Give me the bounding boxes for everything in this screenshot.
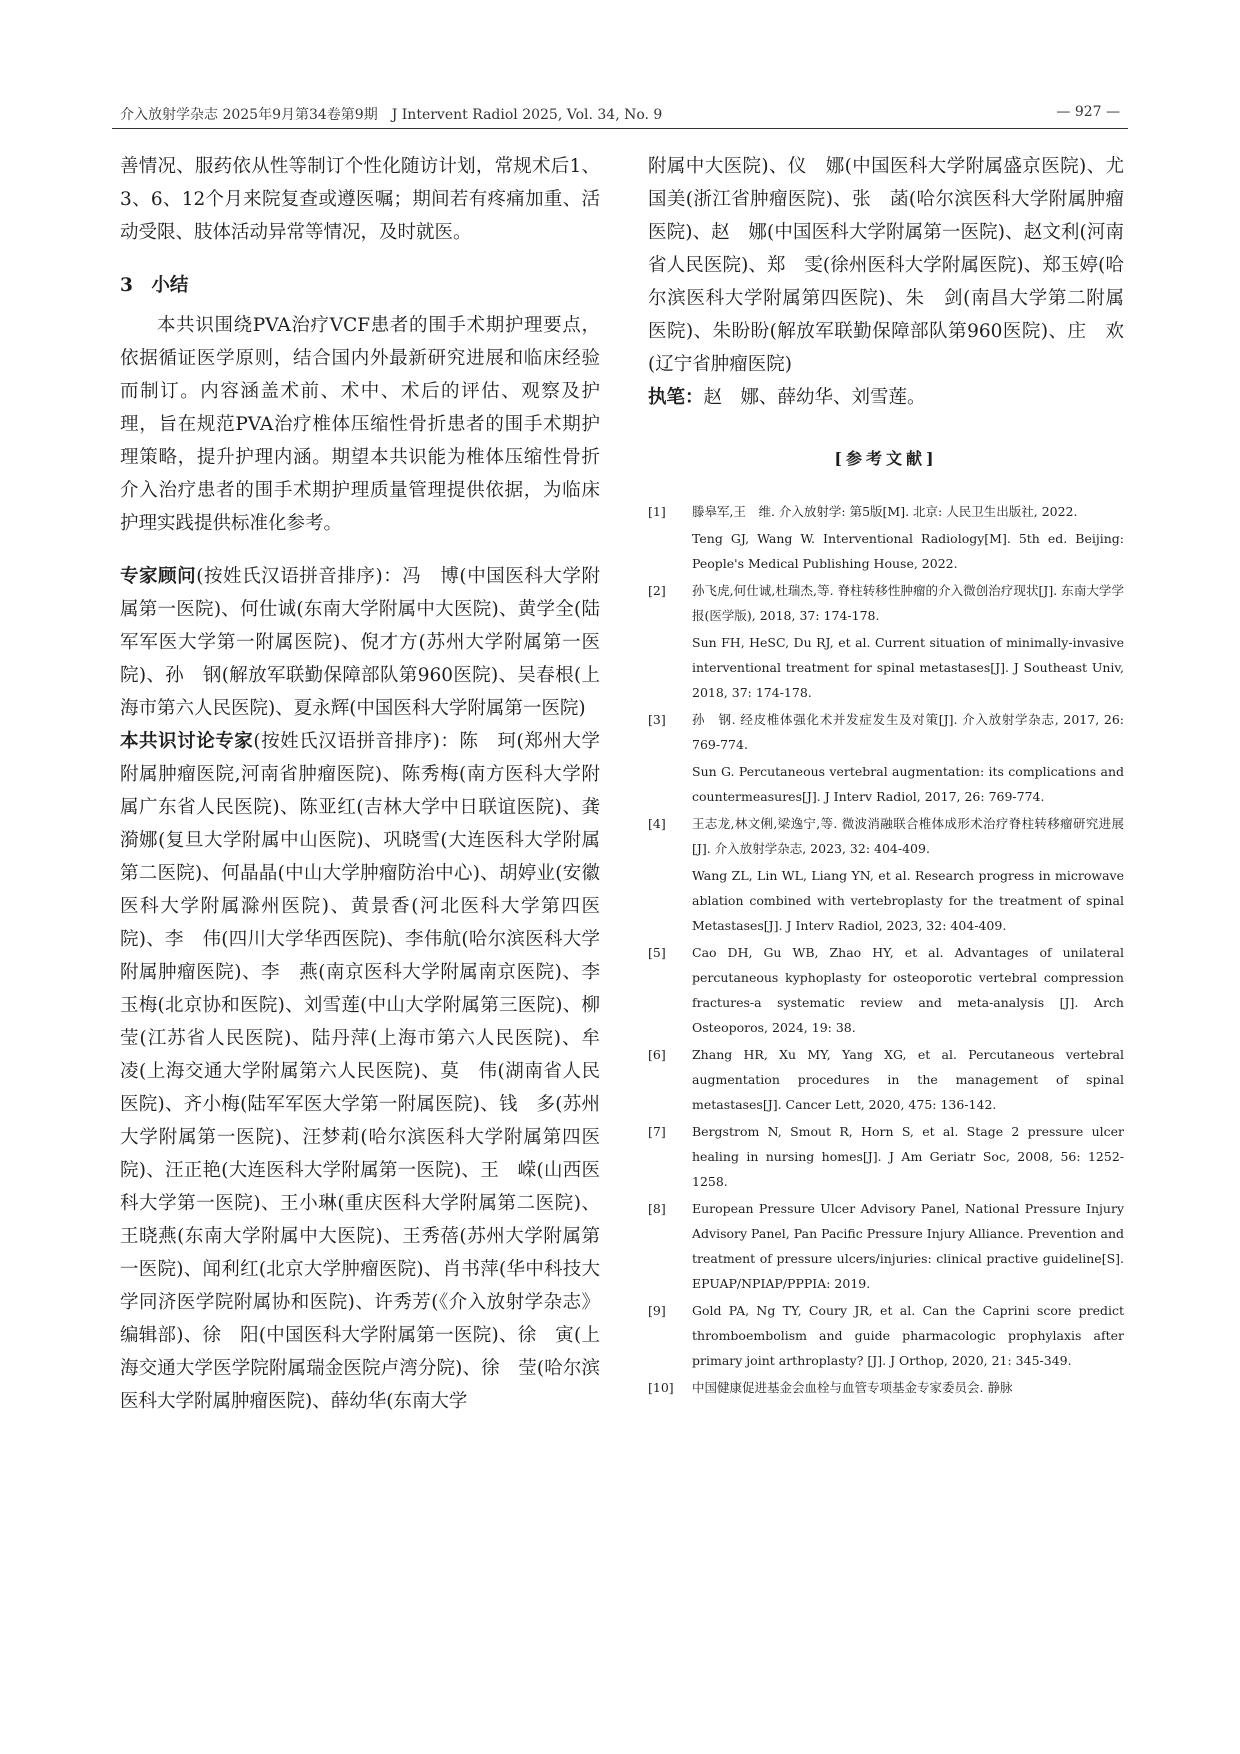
advisors-text: (按姓氏汉语拼音排序)：冯 博(中国医科大学附属第一医院)、何仕诚(东南大学附属中大医院)、黄学全(陆军军医大学第一附属医院)、倪才方(苏州大学附属第一医院)、孙 钢(解放军联勤保障部队第960医院)、吴春根(上海市第六人民医院)、夏永辉(中国医科大学附属第一医院) — [120, 566, 600, 719]
continued-paragraph: 善情况、服药依从性等制订个性化随访计划，常规术后1、3、6、12个月来院复查或遵医嘱；期间若有疼痛加重、活动受限、肢体活动异常等情况，及时就医。 — [120, 156, 600, 243]
reference-item — [648, 578, 1124, 705]
reference-number: [3] — [648, 712, 666, 727]
reference-en: Zhang HR, Xu MY, Yang XG, et al. Percutaneous vertebral augmentation procedures in the management of spinal metastases[J]. Cancer Lett, 2020, 475: 136-142. — [692, 1047, 1124, 1112]
reference-number: [10] — [648, 1380, 674, 1395]
reference-number: [5] — [648, 945, 666, 960]
reference-en: European Pressure Ulcer Advisory Panel, National Pressure Injury Advisory Panel, Pan Pacific Pressure Injury Alliance. Prevention and treatment of pressure ulcers/injuries: clinical practive guideline[S]. EPUAP/NPIAP/PPPIA: 2019. — [692, 1201, 1124, 1291]
reference-body — [692, 811, 1124, 938]
reference-item — [648, 1119, 1124, 1194]
page-number: — 927 — — [1056, 104, 1120, 120]
reference-cn: 孙飞虎,何仕诚,杜瑞杰,等. 脊柱转移性肿瘤的介入微创治疗现状[J]. 东南大学学报(医学版), 2018, 37: 174-178. — [692, 583, 1124, 623]
reference-item — [648, 1298, 1124, 1373]
reference-cn: 中国健康促进基金会血栓与血管专项基金专家委员会. 静脉 — [692, 1380, 1013, 1395]
continued-experts: 附属中大医院)、仪 娜(中国医科大学附属盛京医院)、尤国美(浙江省肿瘤医院)、张 菡(哈尔滨医科大学附属肿瘤医院)、赵 娜(中国医科大学附属第一医院)、赵文利(河南省人民医院)、郑 雯(徐州医科大学附属医院)、郑玉婷(哈尔滨医科大学附属第四医院)、朱 剑(南昌大学第二附属医院)、朱盼盼(解放军联勤保障部队第960医院)、庄 欢(辽宁省肿瘤医院) — [648, 156, 1124, 375]
reference-number: [6] — [648, 1047, 666, 1062]
reference-en: Teng GJ, Wang W. Interventional Radiology[M]. 5th ed. Beijing: People's Medical Publishing House, 2022. — [692, 531, 1124, 571]
running-header — [112, 100, 1128, 129]
reference-body — [692, 1375, 1124, 1400]
reference-en: Bergstrom N, Smout R, Horn S, et al. Stage 2 pressure ulcer healing in nursing homes[J]. J Am Geriatr Soc, 2008, 56: 1252-1258. — [692, 1124, 1124, 1189]
reference-body — [692, 940, 1124, 1040]
reference-body — [692, 1042, 1124, 1117]
reference-item — [648, 499, 1124, 576]
reference-body — [692, 1196, 1124, 1296]
reference-item — [648, 811, 1124, 938]
reference-number: [4] — [648, 816, 666, 831]
discussion-text: (按姓氏汉语拼音排序)：陈 珂(郑州大学附属肿瘤医院,河南省肿瘤医院)、陈秀梅(南方医科大学附属广东省人民医院)、陈亚红(吉林大学中日联谊医院)、龚漪娜(复旦大学附属中山医院)、巩晓雪(大连医科大学附属第二医院)、何晶晶(中山大学肿瘤防治中心)、胡婷业(安徽医科大学附属滁州医院)、黄景香(河北医科大学第四医院)、李 伟(四川大学华西医院)、李伟航(哈尔滨医科大学附属肿瘤医院)、李 燕(南京医科大学附属南京医院)、李玉梅(北京协和医院)、刘雪莲(中山大学附属第三医院)、柳 莹(江苏省人民医院)、陆丹萍(上海市第六人民医院)、牟 凌(上海交通大学附属第六人民医院)、莫 伟(湖南省人民医院)、齐小梅(陆军军医大学第一附属医院)、钱 多(苏州大学附属第一医院)、汪梦莉(哈尔滨医科大学附属第四医院)、汪正艳(大连医科大学附属第一医院)、王 嵘(山西医科大学第一医院)、王小琳(重庆医科大学附属第二医院)、王晓燕(东南大学附属中大医院)、王秀蓓(苏州大学附属第一医院)、闻利红(北京大学肿瘤医院)、肖书萍(华中科技大学同济医学院附属协和医院)、许秀芳(《介入放射学杂志》编辑部)、徐 阳(中国医科大学附属第一医院)、徐 寅(上海交通大学医学院附属瑞金医院卢湾分院)、徐 莹(哈尔滨医科大学附属肿瘤医院)、薛幼华(东南大学 — [120, 731, 619, 1412]
advisors-label: 专家顾问 — [120, 566, 197, 587]
section-heading: 3 小结 — [120, 275, 189, 296]
reference-cn: 滕皋军,王 维. 介入放射学: 第5版[M]. 北京: 人民卫生出版社, 2022. — [692, 504, 1078, 519]
writers-paragraph — [648, 381, 1124, 414]
reference-number: [1] — [648, 504, 666, 519]
reference-en: Wang ZL, Lin WL, Liang YN, et al. Research progress in microwave ablation combined with vertebroplasty for the treatment of spinal Metastases[J]. J Interv Radiol, 2023, 32: 404-409. — [692, 868, 1124, 933]
reference-item — [648, 1375, 1124, 1400]
reference-body — [692, 1298, 1124, 1373]
reference-en: Sun FH, HeSC, Du RJ, et al. Current situation of minimally-invasive interventional treatment for spinal metastases[J]. J Southeast Univ, 2018, 37: 174-178. — [692, 635, 1124, 700]
reference-item — [648, 1196, 1124, 1296]
summary-paragraph: 本共识围绕PVA治疗VCF患者的围手术期护理要点，依据循证医学原则，结合国内外最新研究进展和临床经验而制订。内容涵盖术前、术中、术后的评估、观察及护理，旨在规范PVA治疗椎体压缩性骨折患者的围手术期护理策略，提升护理内涵。期望本共识能为椎体压缩性骨折介入治疗患者的围手术期护理质量管理提供依据，为临床护理实践提供标准化参考。 — [120, 315, 600, 534]
reference-body — [692, 578, 1124, 705]
left-column — [120, 150, 619, 1418]
reference-body — [692, 1119, 1124, 1194]
reference-number: [8] — [648, 1201, 666, 1216]
journal-citation: 介入放射学杂志 2025年9月第34卷第9期 J Intervent Radiol 2025, Vol. 34, No. 9 — [120, 107, 663, 123]
references-list — [648, 499, 1124, 1400]
reference-number: [7] — [648, 1124, 666, 1139]
reference-item — [648, 940, 1124, 1040]
references-title: [参考文献] — [834, 449, 938, 468]
writers-label: 执笔： — [648, 387, 704, 408]
reference-cn: 王志龙,林文俐,梁逸宁,等. 微波消融联合椎体成形术治疗脊柱转移瘤研究进展[J]. 介入放射学杂志, 2023, 32: 404-409. — [692, 816, 1124, 856]
reference-en: Sun G. Percutaneous vertebral augmentation: its complications and countermeasures[J]. J Interv Radiol, 2017, 26: 769-774. — [692, 764, 1124, 804]
discussion-paragraph — [120, 725, 619, 1418]
advisors-paragraph — [120, 560, 600, 725]
reference-item — [648, 1042, 1124, 1117]
reference-body — [692, 707, 1124, 809]
discussion-label: 本共识讨论专家 — [120, 731, 254, 752]
reference-number: [9] — [648, 1303, 666, 1318]
reference-number: [2] — [648, 583, 666, 598]
reference-cn: 孙 钢. 经皮椎体强化术并发症发生及对策[J]. 介入放射学杂志, 2017, 26: 769-774. — [692, 712, 1124, 752]
right-column — [648, 150, 1124, 1402]
reference-item — [648, 707, 1124, 809]
reference-en: Cao DH, Gu WB, Zhao HY, et al. Advantages of unilateral percutaneous kyphoplasty for osteoporotic vertebral compression fractures-a systematic review and meta-analysis [J]. Arch Osteoporos, 2024, 19: 38. — [692, 945, 1124, 1035]
reference-body — [692, 499, 1124, 576]
reference-en: Gold PA, Ng TY, Coury JR, et al. Can the Caprini score predict thromboembolism and guide pharmacologic prophylaxis after primary joint arthroplasty? [J]. J Orthop, 2020, 21: 345-349. — [692, 1303, 1124, 1368]
writers-text: 赵 娜、薛幼华、刘雪莲。 — [703, 387, 926, 408]
